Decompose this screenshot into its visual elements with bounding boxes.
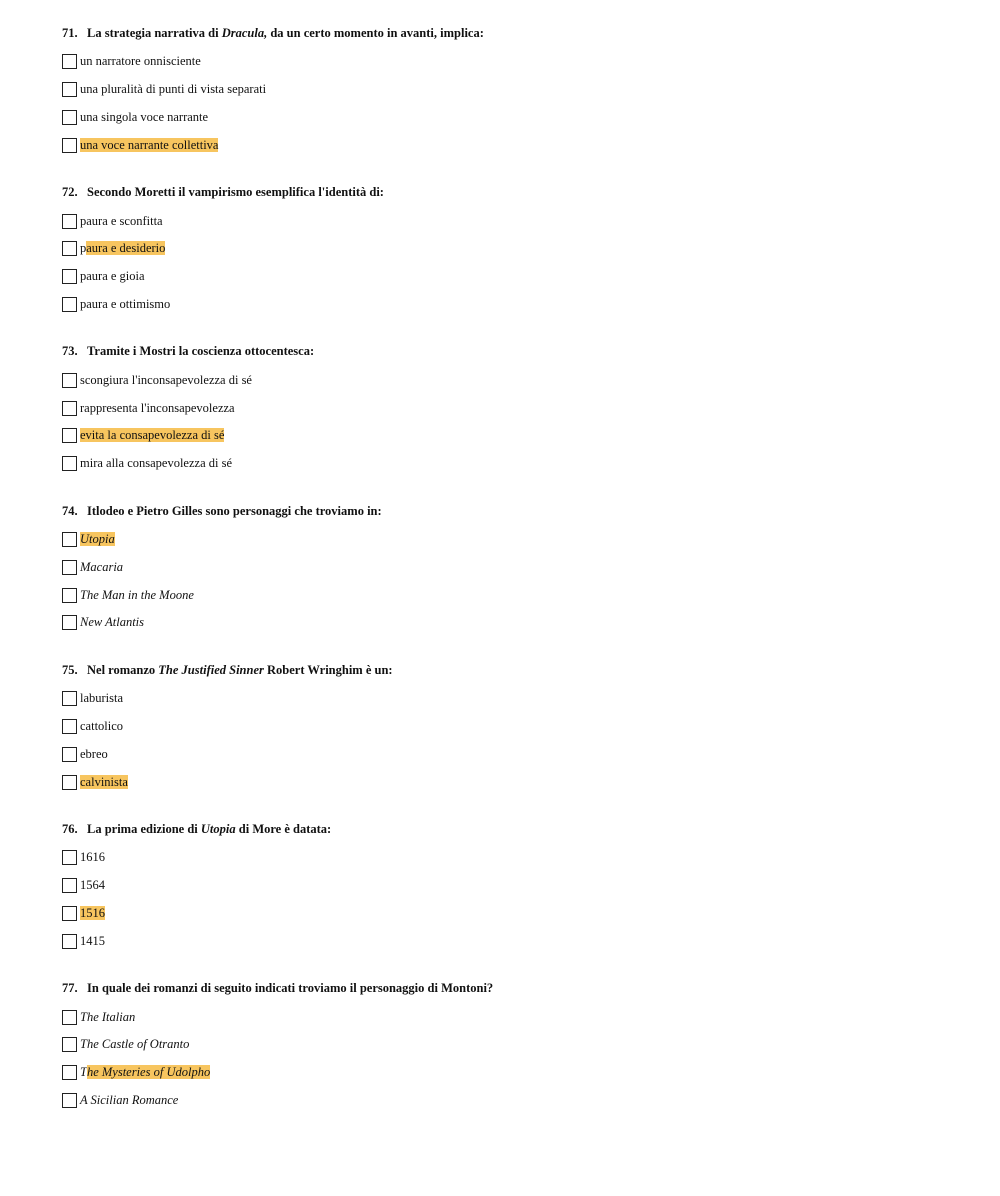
answer-text: [80, 719, 123, 734]
answer-option: [62, 104, 962, 132]
question-number: 71.: [62, 26, 78, 40]
answer-text: [80, 269, 145, 284]
question-number: 77.: [62, 981, 78, 996]
answer-text-part: T: [80, 1065, 87, 1080]
question-number: 75.: [62, 662, 78, 677]
answer-checkbox[interactable]: [62, 532, 77, 547]
answer-text: [80, 775, 128, 790]
question-title: [62, 24, 962, 42]
question-title: [62, 502, 962, 520]
question-title: [62, 979, 962, 997]
answer-option: [62, 768, 962, 796]
answer-text-part: cattolico: [80, 718, 124, 733]
answer-option: [62, 394, 962, 422]
answer-text: [80, 615, 144, 630]
answer-text: [80, 532, 115, 547]
answer-text-part: The Italian: [80, 1009, 136, 1024]
answer-checkbox[interactable]: [62, 615, 77, 630]
answer-text-part: New Atlantis: [80, 615, 145, 630]
answer-checkbox[interactable]: [62, 82, 77, 97]
answer-text: [80, 1093, 178, 1108]
answer-text: [80, 1037, 189, 1052]
answer-highlight: una voce narrante collettiva: [80, 137, 219, 152]
answer-option: [62, 872, 962, 900]
answer-option: [62, 48, 962, 76]
answer-checkbox[interactable]: [62, 269, 77, 284]
answer-checkbox[interactable]: [62, 1093, 77, 1108]
question-text-italic: The Justified Sinner: [158, 662, 264, 677]
answer-checkbox[interactable]: [62, 241, 77, 256]
answer-checkbox[interactable]: [62, 297, 77, 312]
answer-text: [80, 1010, 135, 1025]
answer-text: [80, 241, 165, 256]
question-number: 73.: [62, 344, 78, 359]
answer-checkbox[interactable]: [62, 1065, 77, 1080]
answer-checkbox[interactable]: [62, 747, 77, 762]
answer-text-part: paura e gioia: [80, 269, 145, 284]
answer-text: [80, 82, 266, 97]
answer-option: [62, 927, 962, 955]
answer-option: [62, 1031, 962, 1059]
answer-text-part: p: [80, 241, 87, 256]
question-text-end: da un certo momento in avanti, implica:: [267, 26, 484, 40]
answer-checkbox[interactable]: [62, 110, 77, 125]
answer-text: [80, 1065, 210, 1080]
answer-highlight: Utopia: [80, 531, 115, 546]
answer-text-part: una pluralità di punti di vista separati: [80, 82, 267, 97]
answer-text-part: The Castle of Otranto: [80, 1037, 190, 1052]
answer-text: [80, 906, 105, 921]
answer-option: [62, 366, 962, 394]
answer-text: [80, 934, 105, 949]
answer-text-part: paura e sconfitta: [80, 213, 163, 228]
question-text: La prima edizione di: [87, 821, 201, 836]
answer-checkbox[interactable]: [62, 588, 77, 603]
answer-checkbox[interactable]: [62, 775, 77, 790]
answer-option: [62, 450, 962, 478]
answer-checkbox[interactable]: [62, 1010, 77, 1025]
answer-text-part: una singola voce narrante: [80, 109, 209, 124]
question-72: [62, 183, 962, 318]
question-title: [62, 342, 962, 360]
answer-highlight: calvinista: [80, 774, 128, 789]
question-title: [62, 183, 962, 201]
answer-option: [62, 526, 962, 554]
answer-option: [62, 422, 962, 450]
answer-text: [80, 428, 224, 443]
question-title: [62, 820, 962, 838]
question-text-italic: Dracula,: [221, 26, 268, 40]
quiz-page: [62, 24, 962, 1138]
answer-text-part: Macaria: [80, 559, 124, 574]
answer-text-part: A Sicilian Romance: [80, 1092, 179, 1107]
answer-checkbox[interactable]: [62, 456, 77, 471]
answer-text-part: mira alla consapevolezza di sé: [80, 456, 233, 471]
answer-checkbox[interactable]: [62, 1037, 77, 1052]
answer-option: [62, 900, 962, 928]
answer-option: [62, 553, 962, 581]
answer-checkbox[interactable]: [62, 214, 77, 229]
answer-checkbox[interactable]: [62, 906, 77, 921]
answer-text-part: laburista: [80, 691, 124, 706]
answer-highlight: he Mysteries of Udolpho: [86, 1065, 211, 1080]
answer-text-part: 1564: [80, 878, 105, 893]
answer-checkbox[interactable]: [62, 560, 77, 575]
answer-text: [80, 456, 232, 471]
answer-text: [80, 297, 170, 312]
answer-option: [62, 740, 962, 768]
answer-text-part: scongiura l'inconsapevolezza di sé: [80, 372, 252, 387]
answer-text: [80, 401, 235, 416]
answer-checkbox[interactable]: [62, 691, 77, 706]
question-77: [62, 979, 962, 1114]
answer-text: [80, 54, 201, 69]
answer-option: [62, 76, 962, 104]
answer-highlight: 1516: [80, 905, 105, 920]
answer-text: [80, 747, 108, 762]
question-number: 74.: [62, 503, 78, 518]
answer-text-part: un narratore onnisciente: [80, 54, 201, 69]
answer-checkbox[interactable]: [62, 138, 77, 153]
question-71: [62, 24, 962, 159]
answer-checkbox[interactable]: [62, 878, 77, 893]
question-text-end: di More è datata:: [235, 821, 332, 836]
answer-option: [62, 713, 962, 741]
answer-checkbox[interactable]: [62, 428, 77, 443]
answer-text-part: The Man in the Moone: [80, 587, 194, 602]
question-title: [62, 661, 962, 679]
question-74: [62, 502, 962, 637]
answer-option: [62, 235, 962, 263]
answer-option: [62, 1003, 962, 1031]
question-text: In quale dei romanzi di seguito indicati troviamo il personaggio di Montoni?: [87, 981, 494, 996]
answer-text-part: 1415: [80, 933, 105, 948]
answer-text: [80, 138, 218, 153]
answer-checkbox[interactable]: [62, 934, 77, 949]
answer-option: [62, 844, 962, 872]
answer-option: [62, 131, 962, 159]
answer-text: [80, 850, 105, 865]
question-73: [62, 342, 962, 477]
answer-option: [62, 581, 962, 609]
answer-text-part: 1616: [80, 850, 105, 865]
question-text: Secondo Moretti il vampirismo esemplifica l'identità di:: [87, 185, 384, 200]
answer-checkbox[interactable]: [62, 373, 77, 388]
answer-option: [62, 685, 962, 713]
answer-option: [62, 1059, 962, 1087]
answer-option: [62, 291, 962, 319]
question-text-end: Robert Wringhim è un:: [263, 662, 393, 677]
question-75: [62, 661, 962, 796]
question-text: Tramite i Mostri la coscienza ottocentesca:: [87, 344, 315, 359]
answer-text-part: ebreo: [80, 746, 108, 761]
answer-text: [80, 214, 163, 229]
answer-text-part: rappresenta l'inconsapevolezza: [80, 400, 235, 415]
answer-option: [62, 609, 962, 637]
answer-text: [80, 588, 194, 603]
answer-checkbox[interactable]: [62, 54, 77, 69]
answer-text: [80, 560, 123, 575]
question-76: [62, 820, 962, 955]
answer-option: [62, 207, 962, 235]
answer-checkbox[interactable]: [62, 850, 77, 865]
answer-highlight: evita la consapevolezza di sé: [80, 428, 225, 443]
question-text: La strategia narrativa di: [87, 26, 222, 40]
answer-text: [80, 691, 123, 706]
answer-text-part: paura e ottimismo: [80, 296, 171, 311]
question-text: Nel romanzo: [87, 662, 159, 677]
question-text: Itlodeo e Pietro Gilles sono personaggi che troviamo in:: [87, 503, 382, 518]
answer-highlight: aura e desiderio: [86, 241, 166, 256]
answer-option: [62, 263, 962, 291]
answer-text: [80, 878, 105, 893]
answer-checkbox[interactable]: [62, 401, 77, 416]
answer-option: [62, 1087, 962, 1115]
answer-checkbox[interactable]: [62, 719, 77, 734]
question-text-italic: Utopia: [200, 821, 236, 836]
question-number: 76.: [62, 821, 78, 836]
answer-text: [80, 110, 208, 125]
question-number: 72.: [62, 185, 78, 200]
answer-text: [80, 373, 252, 388]
